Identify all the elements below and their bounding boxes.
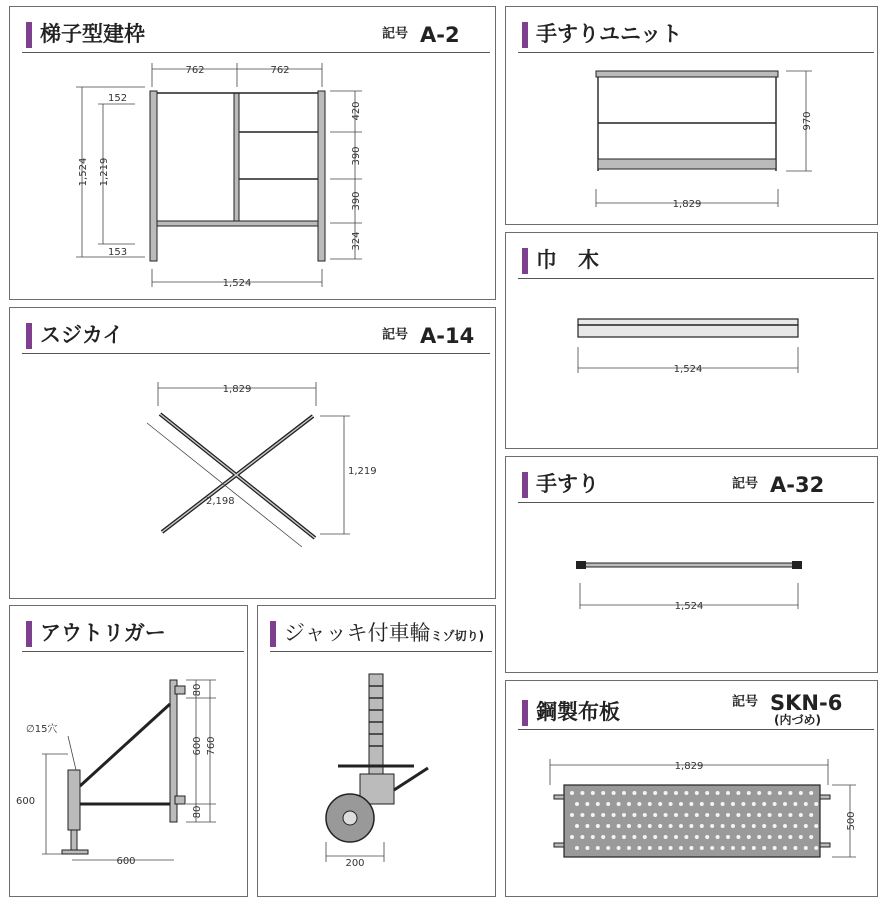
plank-hole bbox=[580, 791, 584, 795]
dim-hole: ∅15穴 bbox=[26, 724, 58, 735]
plank-hole bbox=[804, 846, 808, 850]
plank-hole bbox=[768, 813, 772, 817]
plank-hole bbox=[674, 791, 678, 795]
plank-hole bbox=[799, 835, 803, 839]
code-label-text: 記号 bbox=[382, 26, 409, 42]
dim-right-4: 324 bbox=[351, 231, 362, 251]
plank-hole bbox=[793, 824, 797, 828]
dim-top: 80 bbox=[192, 683, 203, 697]
handrail-diagram bbox=[506, 457, 879, 674]
plank-hole bbox=[606, 846, 610, 850]
plank-hole bbox=[669, 824, 673, 828]
plank-hole bbox=[731, 824, 735, 828]
plank-hole bbox=[804, 802, 808, 806]
panel-jack-caster bbox=[257, 605, 496, 897]
dim-left-top: 152 bbox=[108, 93, 128, 104]
plank-hole bbox=[585, 846, 589, 850]
frame-left-post bbox=[150, 91, 157, 261]
ladder-frame-diagram bbox=[10, 7, 497, 301]
jack-caster-diagram bbox=[258, 606, 497, 898]
code-label-text: 記号 bbox=[382, 327, 409, 343]
plank-hole bbox=[773, 824, 777, 828]
code-label-text: 記号 bbox=[732, 476, 759, 492]
plank-hole bbox=[752, 846, 756, 850]
plank-hole bbox=[674, 835, 678, 839]
plank-hole bbox=[783, 846, 787, 850]
plank-hole bbox=[596, 846, 600, 850]
dim-width: 200 bbox=[345, 858, 365, 869]
plank-hole bbox=[669, 846, 673, 850]
dim-bottom: 1,524 bbox=[222, 278, 252, 289]
dim-height: 500 bbox=[846, 811, 857, 831]
plank-hole bbox=[585, 802, 589, 806]
plank-hole bbox=[617, 846, 621, 850]
plank-hole bbox=[575, 802, 579, 806]
plank-hole bbox=[689, 824, 693, 828]
plank-hole bbox=[632, 835, 636, 839]
frame-bottom-bar bbox=[157, 221, 318, 226]
panel-title: 手すり bbox=[522, 471, 599, 497]
plank-hole bbox=[622, 813, 626, 817]
plank-hole bbox=[736, 813, 740, 817]
dim-height: 1,219 bbox=[348, 466, 377, 477]
plank-hole bbox=[736, 791, 740, 795]
dim-height: 600 bbox=[16, 796, 36, 807]
toe-board-diagram bbox=[506, 233, 879, 450]
dim-width: 1,829 bbox=[222, 384, 252, 395]
panel-title: アウトリガー bbox=[26, 620, 166, 646]
dim-height: 970 bbox=[802, 111, 813, 131]
plank-hole bbox=[778, 835, 782, 839]
plank-hole bbox=[710, 846, 714, 850]
plank-hole bbox=[747, 791, 751, 795]
plank-hole bbox=[695, 791, 699, 795]
plank-hole bbox=[601, 791, 605, 795]
plank-hole bbox=[793, 802, 797, 806]
plank-hole bbox=[689, 846, 693, 850]
plank-hole bbox=[700, 802, 704, 806]
code-note: (内づめ) bbox=[774, 713, 821, 727]
plank-hole bbox=[684, 791, 688, 795]
panel-title: 梯子型建枠 bbox=[26, 21, 145, 47]
plank-hole bbox=[606, 802, 610, 806]
plank-hole bbox=[679, 802, 683, 806]
plank-hole bbox=[726, 791, 730, 795]
plank-hole bbox=[669, 802, 673, 806]
plank-hole bbox=[814, 824, 818, 828]
plank-hole bbox=[679, 846, 683, 850]
plank-hole bbox=[809, 791, 813, 795]
plank-hole bbox=[591, 791, 595, 795]
plank-hole bbox=[773, 846, 777, 850]
plank-hole bbox=[580, 835, 584, 839]
plank-hole bbox=[580, 813, 584, 817]
dim-width: 1,524 bbox=[674, 601, 704, 612]
code-value: A-32 bbox=[770, 472, 825, 497]
dim-width: 1,829 bbox=[672, 199, 702, 210]
plank-hole bbox=[658, 802, 662, 806]
dim-top-left: 762 bbox=[185, 65, 205, 76]
plank-hole bbox=[596, 802, 600, 806]
code-value: A-14 bbox=[420, 323, 475, 348]
plank-hole bbox=[757, 835, 761, 839]
plank-hole bbox=[653, 791, 657, 795]
code-value: SKN-6 bbox=[770, 690, 843, 715]
plank-hole bbox=[653, 813, 657, 817]
plank-hole bbox=[591, 835, 595, 839]
plank-hole bbox=[773, 802, 777, 806]
plank-hole bbox=[788, 813, 792, 817]
dim-width: 1,829 bbox=[674, 761, 704, 772]
plank-hole bbox=[793, 846, 797, 850]
panel-toe-board bbox=[505, 232, 878, 449]
panel-brace bbox=[9, 307, 496, 599]
plank-hole bbox=[664, 835, 668, 839]
plank-hole bbox=[653, 835, 657, 839]
plank-hole bbox=[705, 835, 709, 839]
plank-hole bbox=[570, 791, 574, 795]
plank-hole bbox=[757, 813, 761, 817]
plank-hole bbox=[788, 835, 792, 839]
panel-title-suffix: ミゾ切り) bbox=[430, 629, 485, 643]
plank-hole bbox=[731, 846, 735, 850]
plank-hole bbox=[809, 835, 813, 839]
plank-hole bbox=[721, 824, 725, 828]
panel-title-main: ジャッキ付車輪 bbox=[284, 621, 431, 645]
dim-right-2: 390 bbox=[351, 146, 362, 166]
plank-hole bbox=[664, 791, 668, 795]
plank-hole bbox=[570, 835, 574, 839]
plank-hole bbox=[612, 791, 616, 795]
plank-hole bbox=[632, 791, 636, 795]
plank-hole bbox=[721, 846, 725, 850]
plank-hole bbox=[627, 824, 631, 828]
plank-hole bbox=[695, 813, 699, 817]
plank-hole bbox=[710, 824, 714, 828]
plank-hole bbox=[705, 791, 709, 795]
outrigger-strut bbox=[80, 704, 170, 786]
outrigger-foot bbox=[62, 850, 88, 854]
plank-hole bbox=[752, 802, 756, 806]
plank-hole bbox=[617, 824, 621, 828]
plank-hole bbox=[788, 791, 792, 795]
panel-handrail bbox=[505, 456, 878, 673]
panel-title: 巾 木 bbox=[522, 247, 599, 273]
plank-hole bbox=[757, 791, 761, 795]
plank-hole bbox=[679, 824, 683, 828]
outrigger-diagram bbox=[10, 606, 249, 898]
plank-hole bbox=[601, 813, 605, 817]
caster-brake-lever bbox=[394, 768, 428, 790]
jack-screw bbox=[369, 674, 383, 774]
plank-hole bbox=[622, 791, 626, 795]
plank-hole bbox=[809, 813, 813, 817]
dim-right-3: 390 bbox=[351, 191, 362, 211]
plank-hole bbox=[736, 835, 740, 839]
dim-top-right: 762 bbox=[270, 65, 290, 76]
plank-hole bbox=[585, 824, 589, 828]
plank-hole bbox=[684, 813, 688, 817]
plank-hole bbox=[627, 846, 631, 850]
plank-hole bbox=[799, 813, 803, 817]
plank-hole bbox=[721, 802, 725, 806]
plank-hole bbox=[658, 846, 662, 850]
plank-hole bbox=[741, 846, 745, 850]
dim-right-1: 420 bbox=[351, 101, 362, 121]
plank-hole bbox=[622, 835, 626, 839]
panel-title: スジカイ bbox=[26, 322, 123, 348]
plank-hole bbox=[684, 835, 688, 839]
unit-top-rail bbox=[596, 71, 778, 77]
plank-hole bbox=[658, 824, 662, 828]
dim-bottom: 80 bbox=[192, 805, 203, 819]
brace-diagram bbox=[10, 308, 497, 600]
plank-hole bbox=[575, 846, 579, 850]
dim-outer: 760 bbox=[206, 736, 217, 756]
frame-right-post bbox=[318, 91, 325, 261]
plank-hole bbox=[814, 802, 818, 806]
plank-hole bbox=[768, 791, 772, 795]
plank-hole bbox=[648, 802, 652, 806]
plank-hole bbox=[664, 813, 668, 817]
plank-hole bbox=[627, 802, 631, 806]
plank-hole bbox=[768, 835, 772, 839]
plank-hole bbox=[601, 835, 605, 839]
plank-hole bbox=[783, 802, 787, 806]
plank-hole bbox=[612, 813, 616, 817]
plank-hole bbox=[632, 813, 636, 817]
plank-hole bbox=[705, 813, 709, 817]
plank-hole bbox=[596, 824, 600, 828]
plank-hole bbox=[762, 846, 766, 850]
plank-hook-left-top bbox=[554, 795, 564, 799]
dim-inner: 600 bbox=[192, 736, 203, 756]
plank-hole bbox=[700, 824, 704, 828]
panel-title: 鋼製布板 bbox=[522, 699, 620, 725]
plank-hole bbox=[716, 791, 720, 795]
plank-hook-right-bottom bbox=[820, 843, 830, 847]
panel-title: 手すりユニット bbox=[522, 21, 682, 47]
plank-hole bbox=[570, 813, 574, 817]
plank-hole bbox=[741, 824, 745, 828]
plank-hole bbox=[591, 813, 595, 817]
plank-hole bbox=[637, 824, 641, 828]
handrail-unit-diagram bbox=[506, 7, 879, 226]
dim-width: 600 bbox=[116, 856, 136, 867]
plank-hole bbox=[814, 846, 818, 850]
plank-hook-left-bottom bbox=[554, 843, 564, 847]
plank-hole bbox=[689, 802, 693, 806]
plank-hole bbox=[783, 824, 787, 828]
plank-hole bbox=[726, 813, 730, 817]
plank-hole bbox=[747, 813, 751, 817]
code-value: A-2 bbox=[420, 22, 460, 47]
plank-hole bbox=[731, 802, 735, 806]
plank-hole bbox=[741, 802, 745, 806]
plank-hole bbox=[606, 824, 610, 828]
dim-left-outer: 1,524 bbox=[78, 157, 89, 187]
panel-handrail-unit bbox=[505, 6, 878, 225]
panel-steel-plank bbox=[505, 680, 878, 897]
plank-hole bbox=[752, 824, 756, 828]
plank-hole bbox=[762, 802, 766, 806]
plank-hole bbox=[778, 813, 782, 817]
plank-hole bbox=[643, 791, 647, 795]
handrail-pipe bbox=[578, 563, 800, 567]
plank-hole bbox=[726, 835, 730, 839]
plank-hole bbox=[648, 846, 652, 850]
panel-outrigger bbox=[9, 605, 248, 897]
plank-hole bbox=[674, 813, 678, 817]
dim-width: 1,524 bbox=[673, 364, 703, 375]
dim-left-inner: 1,219 bbox=[99, 157, 110, 187]
plank-hole bbox=[778, 791, 782, 795]
dim-diagonal: 2,198 bbox=[206, 496, 235, 507]
plank-hole bbox=[695, 835, 699, 839]
plank-hole bbox=[643, 813, 647, 817]
plank-hole bbox=[617, 802, 621, 806]
plank-hook-right-top bbox=[820, 795, 830, 799]
plank-hole bbox=[575, 824, 579, 828]
frame-center-post bbox=[234, 93, 239, 223]
plank-hole bbox=[762, 824, 766, 828]
plank-hole bbox=[799, 791, 803, 795]
plank-hole bbox=[716, 835, 720, 839]
steel-plank-diagram bbox=[506, 681, 879, 898]
plank-hole bbox=[648, 824, 652, 828]
code-label-text: 記号 bbox=[732, 694, 759, 710]
plank-hole bbox=[747, 835, 751, 839]
unit-bottom-rail bbox=[598, 159, 776, 169]
plank-hole bbox=[643, 835, 647, 839]
toe-board-plank bbox=[578, 319, 798, 337]
dim-left-bottom: 153 bbox=[108, 247, 128, 258]
plank-hole bbox=[637, 846, 641, 850]
plank-hole bbox=[612, 835, 616, 839]
plank-hole bbox=[716, 813, 720, 817]
outrigger-leg bbox=[68, 770, 80, 830]
plank-hole bbox=[637, 802, 641, 806]
plank-hole bbox=[804, 824, 808, 828]
panel-ladder-frame bbox=[9, 6, 496, 300]
plank-hole bbox=[710, 802, 714, 806]
plank-hole bbox=[700, 846, 704, 850]
